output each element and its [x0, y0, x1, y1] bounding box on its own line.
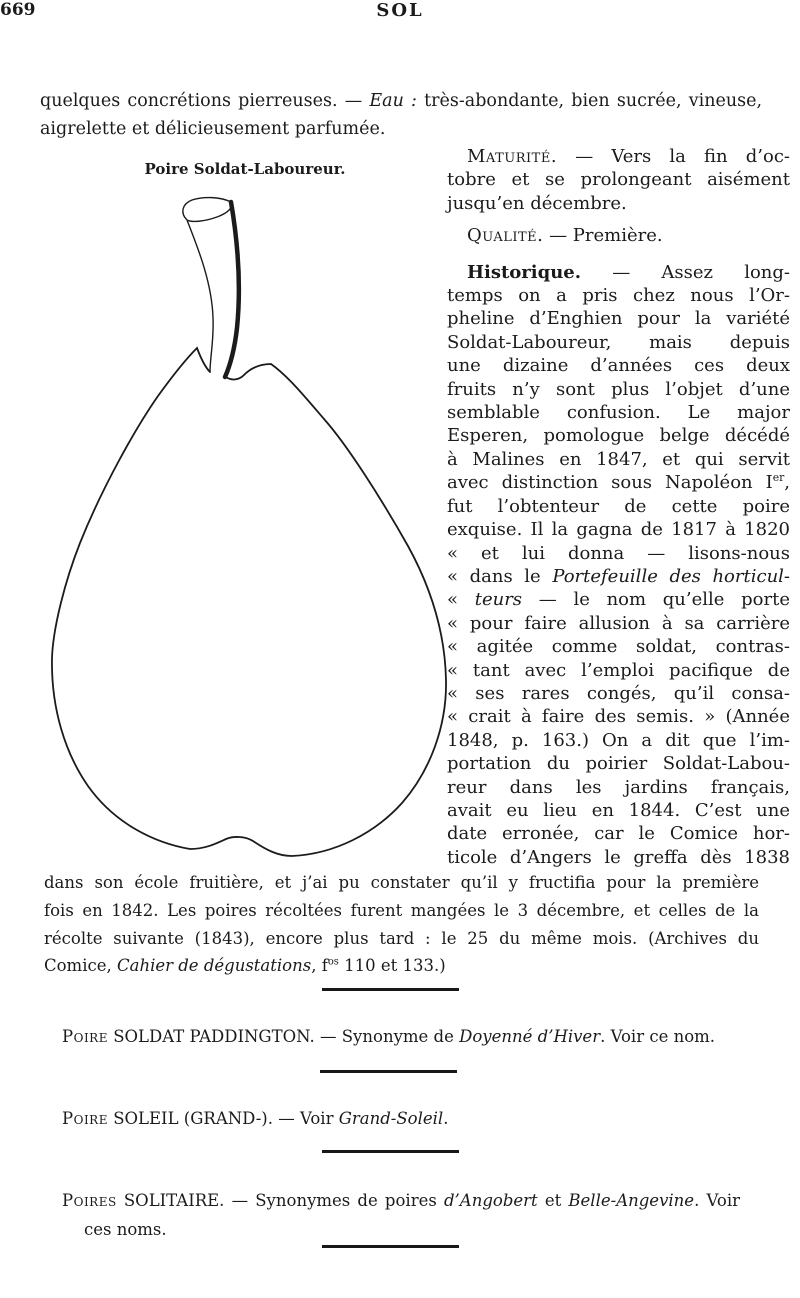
- text-segment: er: [772, 471, 785, 485]
- text-segment: SOLDAT PADDINGTON. — Synonyme de: [107, 1027, 460, 1046]
- continuation-paragraph: [44, 869, 759, 980]
- pear-illustration: [40, 188, 460, 868]
- entry-soldat-paddington: [62, 1022, 740, 1051]
- text-segment: .: [443, 1109, 449, 1128]
- text-segment: « pour faire allusion à sa carrière: [447, 612, 790, 634]
- text-segment: Maturité.: [467, 146, 558, 167]
- figure-caption: Poire Soldat-Laboureur.: [144, 160, 346, 178]
- entry-soleil-grand: [62, 1104, 740, 1133]
- page-number: 669: [0, 0, 36, 20]
- text-line: [447, 224, 790, 247]
- text-segment: ces noms.: [84, 1220, 167, 1239]
- text-segment: 1848, p. 163.) On a dit que l’im-: [447, 729, 790, 751]
- section-divider-rule: [322, 1150, 459, 1153]
- text-segment: « et lui donna — lisons-nous: [447, 542, 790, 564]
- entry-solitaire: [62, 1186, 740, 1244]
- text-line: [447, 354, 790, 377]
- text-segment: Belle-Angevine: [568, 1191, 695, 1210]
- text-segment: une dizaine d’années ces deux: [447, 355, 790, 377]
- text-line: [447, 635, 790, 658]
- text-segment: ticole d’Angers le greffa dès 1838: [447, 846, 790, 868]
- text-segment: Esperen, pomologue belge décédé: [447, 425, 790, 447]
- text-segment: fois en 1842. Les poires récoltées furent mangées le 3 décembre, et celles de la: [44, 900, 759, 920]
- text-segment: date erronée, car le Comice hor-: [447, 823, 790, 845]
- text-segment: semblable confusion. Le major: [447, 402, 790, 424]
- text-segment: 110 et 133.): [338, 956, 446, 976]
- text-line: [447, 495, 790, 518]
- text-line: [447, 378, 790, 401]
- pear-stem-right-edge: [225, 202, 239, 377]
- text-segment: dans son école fruitière, et j’ai pu constater qu’il y fructifia pour la première: [44, 873, 759, 892]
- text-line: [44, 925, 759, 953]
- text-segment: teurs: [474, 589, 523, 611]
- text-segment: — le nom qu’elle porte: [522, 589, 790, 611]
- text-line: [447, 612, 790, 635]
- text-segment: aigrelette et délicieusement parfumée.: [40, 119, 386, 139]
- text-segment: exquise. Il la gagna de 1817 à 1820: [447, 519, 790, 541]
- text-line: [447, 588, 790, 611]
- text-line: [447, 705, 790, 728]
- text-line: [40, 115, 762, 143]
- text-line: [44, 869, 759, 897]
- text-line: [447, 471, 790, 494]
- text-segment: ,: [784, 472, 790, 494]
- text-line: [447, 448, 790, 471]
- text-segment: Qualité.: [467, 225, 544, 247]
- text-line: [62, 1104, 740, 1133]
- text-line: [447, 401, 790, 424]
- text-line: [447, 822, 790, 845]
- text-segment: — Première.: [543, 225, 663, 247]
- text-segment: Comice,: [44, 956, 117, 976]
- text-line: [447, 307, 790, 330]
- text-line: [447, 168, 790, 191]
- text-segment: « ses rares congés, qu’il consa-: [447, 682, 790, 704]
- text-segment: Soldat-Laboureur, mais depuis: [447, 331, 790, 353]
- text-line: [44, 952, 759, 980]
- section-divider-rule: [322, 988, 459, 991]
- text-segment: « tant avec l’emploi pacifique de: [447, 659, 790, 681]
- text-line: [447, 659, 790, 682]
- text-line: [447, 261, 790, 284]
- text-segment: portation du poirier Soldat-Labou-: [447, 753, 790, 775]
- text-line: [447, 424, 790, 447]
- text-line: [447, 799, 790, 822]
- text-line: [447, 518, 790, 541]
- text-line: [447, 542, 790, 565]
- text-segment: Doyenné d’Hiver: [459, 1027, 601, 1046]
- text-segment: Historique.: [467, 261, 582, 283]
- text-line: [447, 331, 790, 354]
- text-segment: Poires: [62, 1191, 117, 1210]
- text-segment: . Voir: [694, 1191, 740, 1210]
- text-segment: pheline d’Enghien pour la variété: [447, 308, 790, 330]
- text-segment: SOLEIL (GRAND-). — Voir: [107, 1109, 339, 1128]
- text-segment: « agitée comme soldat, contras-: [447, 636, 790, 658]
- text-segment: à Malines en 1847, et qui servit: [447, 448, 790, 470]
- pear-stem-top: [183, 198, 232, 222]
- text-segment: Portefeuille des horticul-: [552, 565, 791, 587]
- text-line: [447, 729, 790, 752]
- text-line: [62, 1022, 740, 1051]
- text-segment: temps on a pris chez nous l’Or-: [447, 285, 790, 307]
- text-segment: — Assez long-: [581, 261, 790, 283]
- text-segment: , f: [311, 956, 328, 976]
- section-divider-rule: [320, 1070, 457, 1073]
- text-segment: os: [327, 956, 339, 968]
- text-segment: Cahier de dégustations: [116, 956, 312, 976]
- text-segment: d’Angobert: [443, 1191, 538, 1210]
- running-head-title: SOL: [376, 0, 424, 21]
- text-segment: très-abondante, bien sucrée, vineuse,: [416, 91, 763, 111]
- text-segment: Eau :: [369, 91, 417, 111]
- text-segment: SOLITAIRE. — Synonymes de poires: [116, 1191, 444, 1210]
- text-line: [40, 87, 762, 115]
- text-line: [447, 776, 790, 799]
- text-segment: avait eu lieu en 1844. C’est une: [447, 799, 790, 821]
- text-segment: — Vers la fin d’oc-: [557, 146, 790, 167]
- text-segment: et: [537, 1191, 569, 1210]
- pear-body-outline: [52, 348, 446, 856]
- text-segment: Grand-Soleil: [338, 1109, 444, 1128]
- text-line: [447, 284, 790, 307]
- text-line: [447, 752, 790, 775]
- text-line: [447, 192, 790, 215]
- text-segment: récolte suivante (1843), encore plus tard : le 25 du même mois. (Archives du: [44, 928, 759, 948]
- text-segment: fut l’obtenteur de cette poire: [447, 495, 790, 517]
- text-segment: Poire: [62, 1109, 108, 1128]
- text-segment: Poire: [62, 1027, 108, 1046]
- text-segment: « crait à faire des semis. » (Année: [447, 706, 790, 728]
- text-segment: reur dans les jardins français,: [447, 776, 790, 798]
- text-line: [447, 682, 790, 705]
- text-line: [62, 1186, 740, 1215]
- right-column-text: [447, 145, 790, 869]
- text-segment: avec distinction sous Napoléon I: [447, 472, 773, 494]
- pear-stem-left-edge: [187, 220, 213, 372]
- text-segment: quelques concrétions pierreuses. —: [40, 91, 370, 111]
- text-segment: jusqu’en décembre.: [447, 192, 627, 214]
- text-line: [447, 565, 790, 588]
- section-divider-rule: [322, 1245, 459, 1248]
- intro-paragraph: [40, 87, 762, 143]
- text-line: [44, 897, 759, 925]
- text-segment: «: [447, 589, 475, 611]
- text-segment: « dans le: [447, 565, 553, 587]
- text-segment: tobre et se prolongeant aisément: [447, 169, 790, 191]
- text-segment: . Voir ce nom.: [600, 1027, 716, 1046]
- text-segment: fruits n’y sont plus l’objet d’une: [447, 378, 790, 400]
- text-line: [62, 1215, 740, 1244]
- text-line: [447, 846, 790, 869]
- text-line: [447, 145, 790, 168]
